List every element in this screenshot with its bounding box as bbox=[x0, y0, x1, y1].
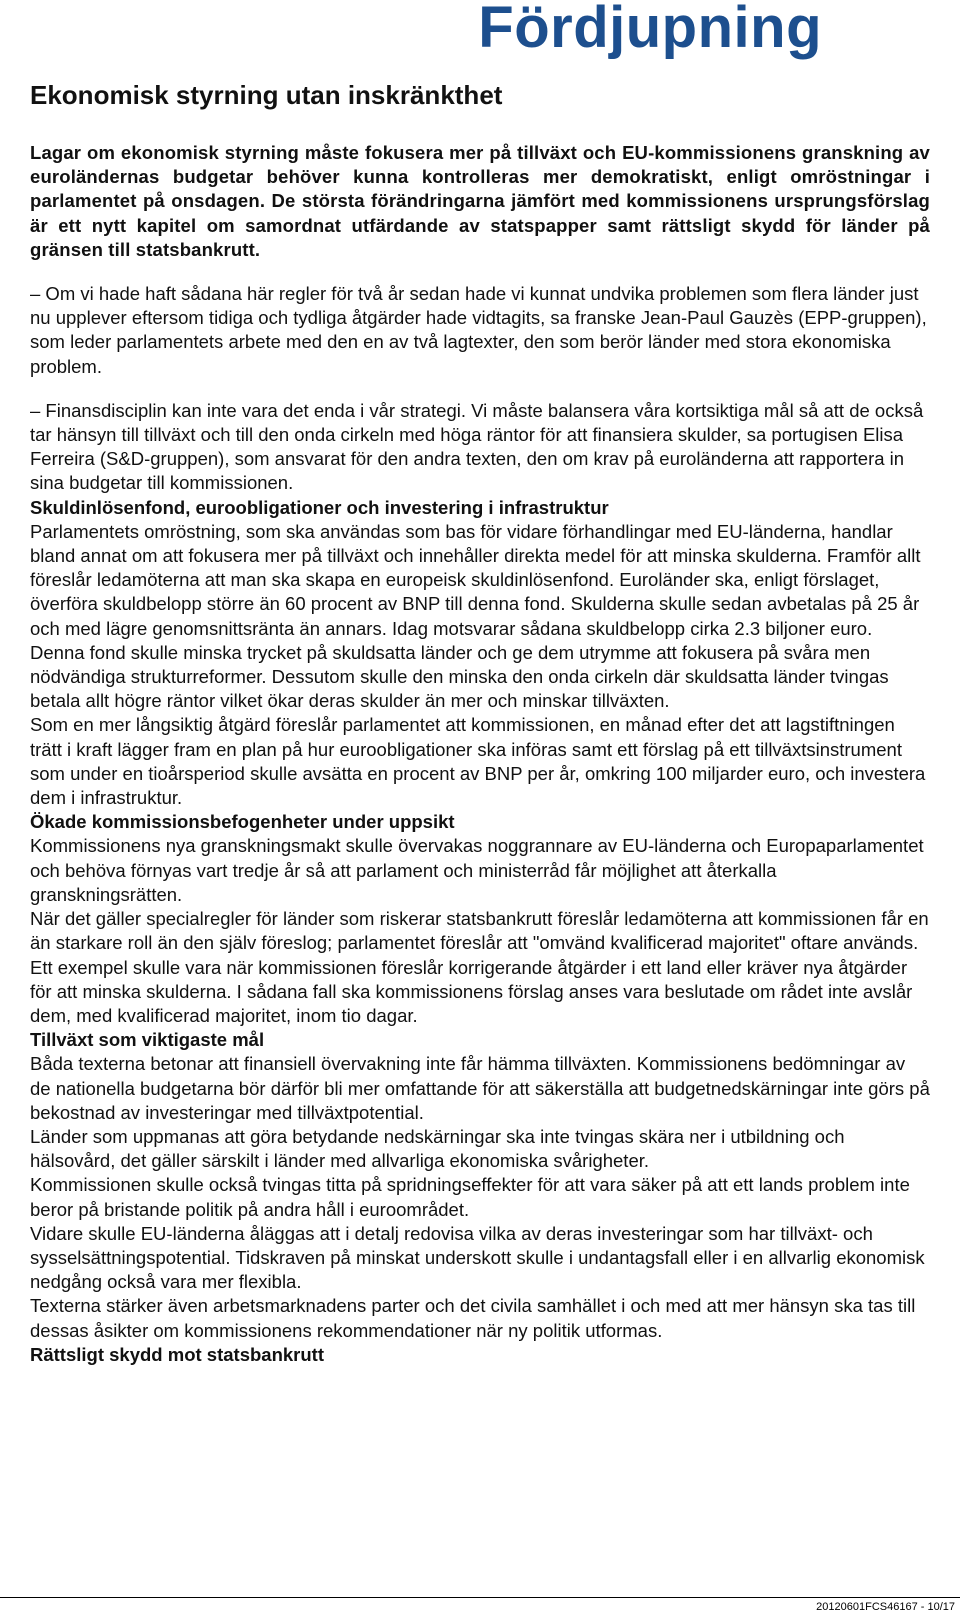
paragraph: Ett exempel skulle vara när kommissionen föreslår korrigerande åtgärder i ett land eller kräver nya åtgärder för att minska skulderna. I sådana fall ska kommissionens förslag anses vara beslutade om rådet inte avslår dem, med kvalificerad majoritet, inom tio dagar. bbox=[30, 956, 913, 1026]
quote-paragraph-1: – Om vi hade haft sådana här regler för två år sedan hade vi kunnat undvika problemen som flera länder just nu upplever eftersom tidiga och tydliga åtgärder hade vidtagits, sa franske Jean-Paul Gauzès (EPP-gruppen), som leder parlamentets arbete med den en av två lagtexter, den som berör länder med stora ekonomiska problem. bbox=[30, 283, 927, 377]
paragraph: Kommissionen skulle också tvingas titta på spridningseffekter för att vara säker på att ett lands problem inte beror på bristande politik på andra håll i euroområdet. bbox=[30, 1174, 910, 1220]
section-label: Fördjupning bbox=[478, 0, 822, 60]
paragraph: Kommissionens nya granskningsmakt skulle övervakas noggrannare av EU-länderna och Europaparlamentet och behöva förnyas vart tredje år så att parlament och ministerråd får möjlighet att återkalla granskningsrätten. bbox=[30, 835, 924, 905]
paragraph: Båda texterna betonar att finansiell övervakning inte får hämma tillväxten. Kommissionens bedömningar av de nationella budgetarna bör därför bli mer omfattande för att säkerställa att budgetnedskärningar inte görs på bekostnad av investeringar med tillväxtpotential. bbox=[30, 1053, 930, 1123]
subheading-growth: Tillväxt som viktigaste mål bbox=[30, 1029, 265, 1051]
article-title: Ekonomisk styrning utan inskränkthet bbox=[30, 80, 503, 110]
paragraph: Parlamentets omröstning, som ska användas som bas för vidare förhandlingar med EU-länderna, handlar bland annat om att fokusera mer på tillväxt och innehåller direkta medel för att minska skulderna. Framför allt föreslår ledamöterna att man ska skapa en europeisk skuldinlösenfond. Euroländer ska, enligt förslaget, överföra skuldbelopp större än 60 procent av BNP till denna fond. Skulderna skulle sedan avbetalas på 25 år och med lägre genomsnittsränta än annars. Idag motsvarar sådana skuldbelopp cirka 2.3 biljoner euro. Denna fond skulle minska trycket på skuldsatta länder och ge dem utrymme att fokusera på svåra men nödvändiga strukturreformer. Dessutom skulle den minska den onda cirkeln där skuldsatta länder tvingas betala allt högre räntor vilket ökar deras skulder än mer och minskar tillväxten. bbox=[30, 520, 921, 712]
document-code: 20120601FCS46167 - 10/17 bbox=[816, 1601, 955, 1613]
quote-paragraph-2: – Finansdisciplin kan inte vara det enda i vår strategi. Vi måste balansera våra kortsiktiga mål så att de också tar hänsyn till tillväxt och till den onda cirkeln med höga räntor för att finansiera skulder, sa portugisen Elisa Ferreira (S&D-gruppen), som ansvarat för den andra texten, den om krav på euroländerna att rapportera in sina budgetar till kommissionen. bbox=[30, 399, 924, 494]
paragraph: Texterna stärker även arbetsmarknadens parter och det civila samhället i och med att mer hänsyn ska tas till dessas åsikter om kommissionens rekommendationer när ny politik utformas. bbox=[30, 1295, 916, 1341]
footer-divider bbox=[0, 1597, 960, 1598]
paragraph: När det gäller specialregler för länder som riskerar statsbankrutt föreslår ledamöterna att kommissionen får en än starkare roll än den själv föreslog; parlamentet föreslår att "omvänd kvalificerad majoritet" oftare används. bbox=[30, 908, 929, 954]
paragraph: Länder som uppmanas att göra betydande nedskärningar ska inte tvingas skära ner i utbildning och hälsovård, det gäller särskilt i länder med allvarliga ekonomiska svårigheter. bbox=[30, 1125, 845, 1172]
article-body bbox=[30, 141, 930, 1367]
subheading-legal-protection: Rättsligt skydd mot statsbankrutt bbox=[30, 1343, 324, 1365]
subheading-debt-fund: Skuldinlösenfond, euroobligationer och investering i infrastruktur bbox=[30, 496, 609, 518]
paragraph: Som en mer långsiktig åtgärd föreslår parlamentet att kommissionen, en månad efter det att lagstiftningen trätt i kraft lägger fram en plan på hur euroobligationer ska införas samt ett förslag på ett tillväxtsinstrument som under en tioårsperiod skulle avsätta en procent av BNP per år, omkring 100 miljarder euro, och investera dem i infrastruktur. bbox=[30, 714, 926, 809]
subheading-commission-powers: Ökade kommissionsbefogenheter under uppsikt bbox=[30, 811, 455, 833]
paragraph: Vidare skulle EU-länderna åläggas att i detalj redovisa vilka av deras investeringar som har tillväxt- och sysselsättningspotential. Tidskraven på minskat underskott skulle i undantagsfall eller i en allvarlig ekonomisk nedgång också vara mer flexibla. bbox=[30, 1222, 925, 1293]
lead-paragraph: Lagar om ekonomisk styrning måste fokusera mer på tillväxt och EU-kommissionens granskning av euroländernas budgetar behöver kunna kontrolleras mer demokratiskt, enligt omröstningar i parlamentet på onsdagen. De största förändringarna jämfört med kommissionens ursprungsförslag är ett nytt kapitel om samordnat utfärdande av statspapper samt rättsligt skydd för länder på gränsen till statsbankrutt. bbox=[30, 142, 930, 260]
